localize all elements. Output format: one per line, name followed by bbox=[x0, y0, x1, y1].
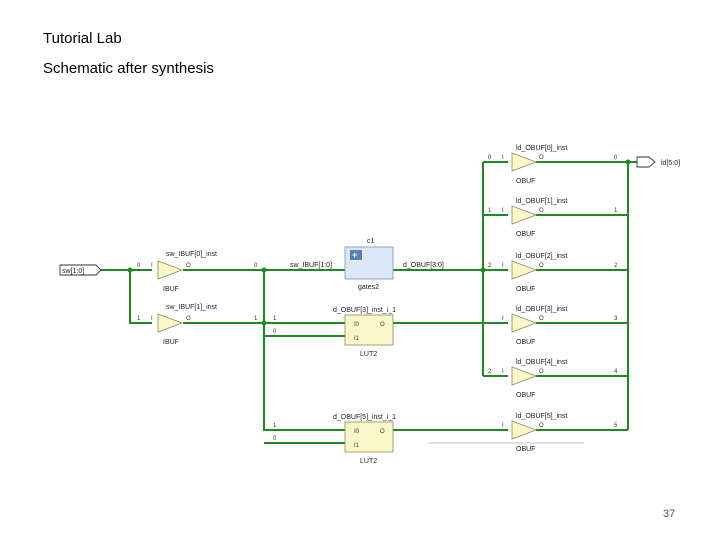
obuf-0-out-pin: O bbox=[539, 155, 544, 161]
obuf-5-inst: ld_OBUF[5]_inst bbox=[516, 413, 568, 420]
bus-in-label: sw_IBUF[1:0] bbox=[290, 262, 333, 269]
hierarchy-cell-c1[interactable] bbox=[345, 238, 393, 291]
output-port-label: ld[5:0] bbox=[661, 160, 681, 167]
lut-0-bit-i0: 1 bbox=[273, 316, 277, 322]
ibuf-1-bit: 1 bbox=[137, 316, 141, 322]
junctions bbox=[128, 160, 631, 326]
junction-dot bbox=[481, 268, 486, 273]
obuf-1-in-pin: I bbox=[502, 208, 504, 214]
obuf-2-in-pin: I bbox=[502, 263, 504, 269]
ibuf-0-type: IBUF bbox=[163, 286, 179, 293]
obuf-3-out-pin: O bbox=[539, 316, 544, 322]
lut-1-pin-o: O bbox=[380, 429, 385, 435]
obuf-0-in-pin: I bbox=[502, 155, 504, 161]
buffer-triangle-icon bbox=[158, 314, 182, 332]
buffer-triangle-icon bbox=[512, 367, 536, 385]
ibuf-0-out-pin: O bbox=[186, 263, 191, 269]
ibuf-1-out-pin: O bbox=[186, 316, 191, 322]
lut-1-bit-i0: 1 bbox=[273, 423, 277, 429]
obuf-1[interactable] bbox=[488, 198, 618, 238]
obuf-0-bit-out: 0 bbox=[614, 155, 618, 161]
buffer-triangle-icon bbox=[512, 421, 536, 439]
obuf-0-bit-in: 0 bbox=[488, 155, 492, 161]
obuf-3-type: OBUF bbox=[516, 339, 536, 346]
lut-1-pin-i1: I1 bbox=[354, 443, 360, 449]
obuf-4-bit-out: 4 bbox=[614, 369, 618, 375]
buffer-triangle-icon bbox=[512, 153, 536, 171]
obuf-4-type: OBUF bbox=[516, 392, 536, 399]
obuf-2-bit-out: 2 bbox=[614, 263, 618, 269]
junction-dot bbox=[262, 321, 267, 326]
obuf-0-type: OBUF bbox=[516, 178, 536, 185]
hier-module: gates2 bbox=[358, 284, 380, 291]
page-number: 37 bbox=[663, 508, 676, 520]
obuf-2-bit-in: 2 bbox=[488, 263, 492, 269]
obuf-3-inst: ld_OBUF[3]_inst bbox=[516, 306, 568, 313]
buffer-triangle-icon bbox=[158, 261, 182, 279]
obuf-2-type: OBUF bbox=[516, 286, 536, 293]
obuf-1-out-pin: O bbox=[539, 208, 544, 214]
obuf-5-type: OBUF bbox=[516, 446, 536, 453]
lut-0-type: LUT2 bbox=[360, 351, 378, 358]
buffer-triangle-icon bbox=[512, 206, 536, 224]
input-port-sw[interactable] bbox=[60, 265, 101, 275]
lut-0-pin-o: O bbox=[380, 322, 385, 328]
ibuf-0-in-pin: I bbox=[151, 263, 153, 269]
ibuf-1-inst: sw_IBUF[1]_inst bbox=[166, 304, 217, 311]
lut-1-inst: d_OBUF[5]_inst_i_1 bbox=[333, 414, 397, 421]
bus-bit-label: 1 bbox=[254, 316, 258, 322]
obuf-4-inst: ld_OBUF[4]_inst bbox=[516, 359, 568, 366]
lut-0-pin-i0: I0 bbox=[354, 322, 360, 328]
obuf-5-in-pin: I bbox=[502, 423, 504, 429]
obuf-0-inst: ld_OBUF[0]_inst bbox=[516, 145, 568, 152]
ibuf-0-bit: 0 bbox=[137, 263, 141, 269]
ibuf-1-in-pin: I bbox=[151, 316, 153, 322]
bus-out-label: d_OBUF[3:0] bbox=[403, 262, 444, 269]
obuf-1-type: OBUF bbox=[516, 231, 536, 238]
obuf-4-bit-in: 2 bbox=[488, 369, 492, 375]
slide-title: Tutorial Lab bbox=[43, 30, 122, 47]
obuf-4-out-pin: O bbox=[539, 369, 544, 375]
lut-0[interactable] bbox=[273, 307, 396, 358]
obuf-2-out-pin: O bbox=[539, 263, 544, 269]
obuf-3[interactable] bbox=[502, 306, 618, 346]
ibuf-0-inst: sw_IBUF[0]_inst bbox=[166, 251, 217, 258]
lut-1-bit-i1: 0 bbox=[273, 436, 277, 442]
obuf-3-in-pin: I bbox=[502, 316, 504, 322]
obuf-3-bit-out: 3 bbox=[614, 316, 618, 322]
buffer-triangle-icon bbox=[512, 261, 536, 279]
lut-0-bit-i1: 0 bbox=[273, 329, 277, 335]
ibuf-0[interactable] bbox=[137, 251, 217, 293]
lut-1[interactable] bbox=[273, 414, 396, 465]
obuf-5-bit-out: 5 bbox=[614, 423, 618, 429]
hier-inst: c1 bbox=[367, 238, 375, 245]
obuf-4-in-pin: I bbox=[502, 369, 504, 375]
output-port-ld[interactable] bbox=[637, 157, 680, 167]
obuf-4[interactable] bbox=[488, 359, 618, 399]
obuf-1-bit-out: 1 bbox=[614, 208, 618, 214]
ibuf-1-type: IBUF bbox=[163, 339, 179, 346]
lut-0-pin-i1: I1 bbox=[354, 336, 360, 342]
obuf-5-out-pin: O bbox=[539, 423, 544, 429]
lut-1-pin-i0: I0 bbox=[354, 429, 360, 435]
obuf-2[interactable] bbox=[488, 253, 618, 293]
lut-1-type: LUT2 bbox=[360, 458, 378, 465]
junction-dot bbox=[262, 268, 267, 273]
obuf-1-inst: ld_OBUF[1]_inst bbox=[516, 198, 568, 205]
obuf-5[interactable] bbox=[502, 413, 618, 453]
input-port-label: sw[1:0] bbox=[62, 268, 85, 275]
junction-dot bbox=[626, 160, 631, 165]
lut-0-inst: d_OBUF[3]_inst_i_1 bbox=[333, 307, 397, 314]
obuf-1-bit-in: 1 bbox=[488, 208, 492, 214]
ibuf-1[interactable] bbox=[137, 304, 217, 346]
slide-subtitle: Schematic after synthesis bbox=[43, 60, 214, 77]
bus-bit-label: 0 bbox=[254, 263, 258, 269]
plus-icon: + bbox=[352, 250, 358, 260]
junction-dot bbox=[128, 268, 133, 273]
obuf-0[interactable] bbox=[488, 145, 618, 185]
obuf-2-inst: ld_OBUF[2]_inst bbox=[516, 253, 568, 260]
buffer-triangle-icon bbox=[512, 314, 536, 332]
